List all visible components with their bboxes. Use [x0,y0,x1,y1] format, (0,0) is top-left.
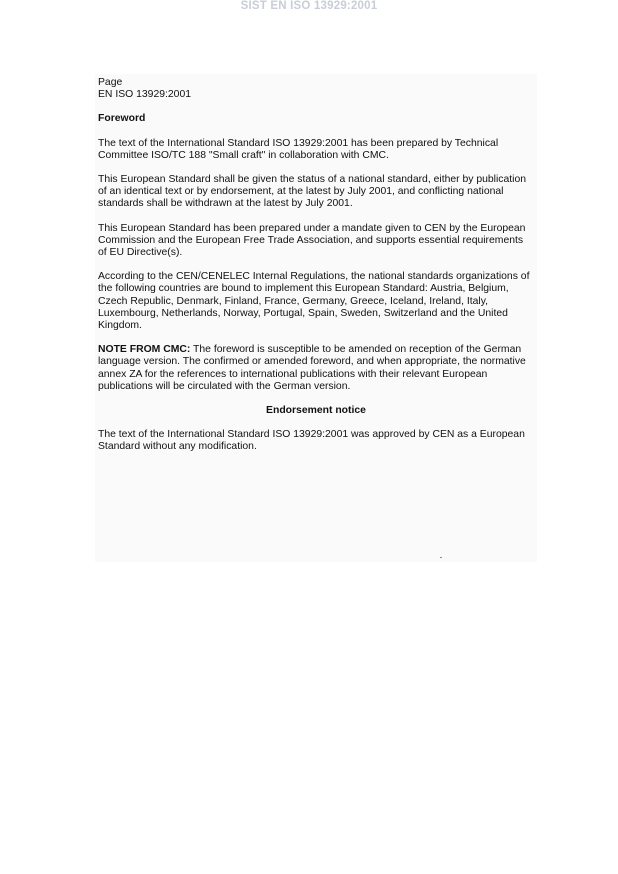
document-body [98,77,534,454]
foreword-paragraph-2: This European Standard shall be given the status of a national standard, either by publication of an identical text or by endorsement, at the latest by July 2001, and conflicting national standards shall be withdrawn at the latest by July 2001. [98,174,527,210]
note-label: NOTE FROM CMC: [98,344,191,356]
foreword-paragraph-4: According to the CEN/CENELEC Internal Regulations, the national standards organizations of the following countries are bound to implement this European Standard: Austria, Belgium, Czech Republic, Denmark, Finland, France, Germany, Greece, Iceland, Ireland, Italy, Luxembourg, Netherlands, Norway, Portugal, Spain, Sweden, Switzerland and the United Kingdom. [98,271,530,332]
note-paragraph [98,344,534,393]
endorsement-text: The text of the International Standard ISO 13929:2001 was approved by CEN as a European Standard without any modification. [98,429,525,453]
document-watermark: SIST EN ISO 13929:2001 [240,0,378,12]
document-id: EN ISO 13929:2001 [98,89,192,101]
foreword-paragraph-1: The text of the International Standard ISO 13929:2001 has been prepared by Technical Committee ISO/TC 188 "Small craft" in collaboration with CMC. [98,137,499,161]
foreword-paragraph-3: This European Standard has been prepared under a mandate given to CEN by the European Commission and the European Free Trade Association, and supports essential requirements of EU Directive(s). [98,222,526,259]
page-label: Page [98,77,123,88]
page-header [98,77,534,101]
endorsement-heading: Endorsement notice [266,405,366,417]
foreword-heading: Foreword [98,113,146,125]
scan-dot [440,557,442,558]
note-text: The foreword is susceptible to be amended on reception of the German language version. The confirmed or amended foreword, and when appropriate, the normative annex ZA for the references to international publications with their relevant European publications will be circulated with the German version. [98,344,526,392]
